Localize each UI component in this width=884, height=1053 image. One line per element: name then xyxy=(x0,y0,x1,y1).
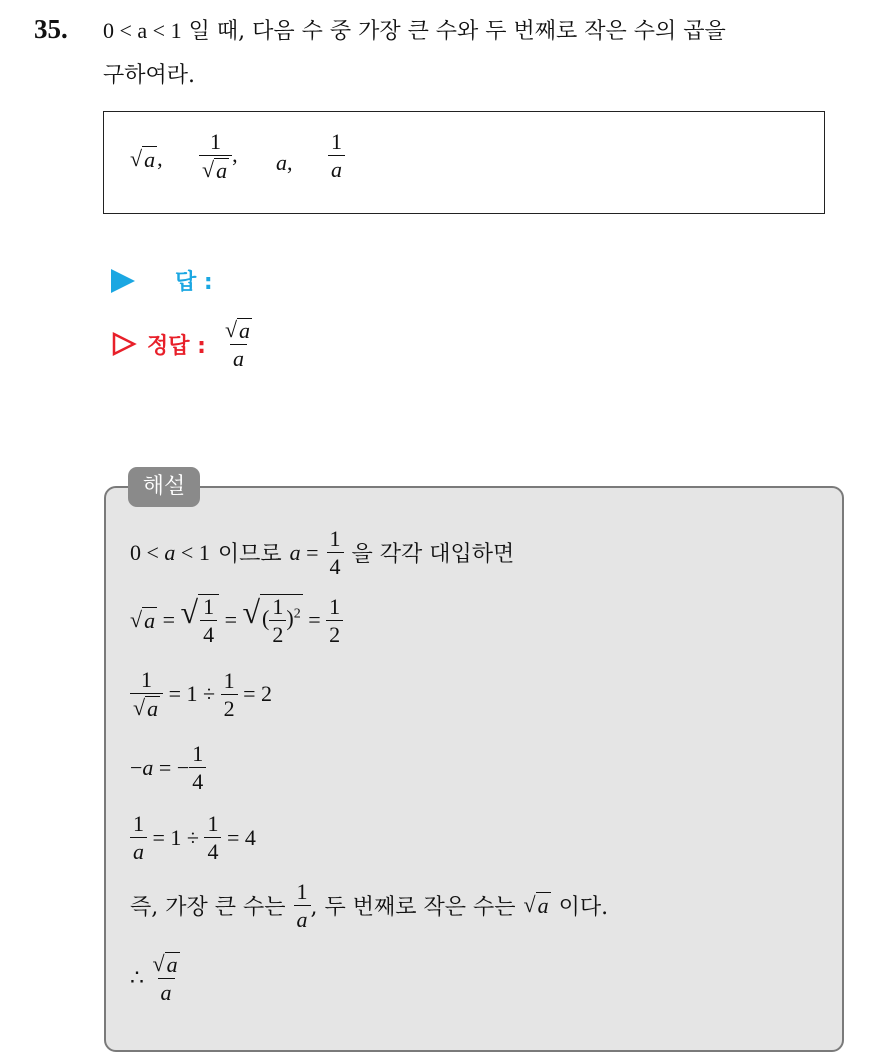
play-arrow-icon xyxy=(111,269,135,293)
answer-label: 답 : xyxy=(175,270,213,295)
question-condition: 0 < a < 1 xyxy=(103,18,182,43)
correct-answer-row xyxy=(111,318,255,370)
solution-line-1-mid: 이므로 xyxy=(217,542,282,568)
solution-line-1: 0 < a < 1 이므로 a = $\frac{1}{4}$ 을 각각 대입하면 xyxy=(130,526,515,580)
solution-line-6-part1: 즉, 가장 큰 수는 xyxy=(130,895,286,921)
question-text-1: 일 때, 다음 수 중 가장 큰 수와 두 번째로 작은 수의 곱을 xyxy=(188,19,726,44)
correct-answer-value: √ a a xyxy=(224,317,251,372)
outline-arrow-icon xyxy=(111,331,147,357)
choice-one-over-sqrt-a: 1 √ a , xyxy=(199,130,238,182)
solution-line-3: 1 √ a = 1 ÷ $\frac{1}{2}$ = 2 xyxy=(130,668,272,720)
correct-answer-label: 정답 : xyxy=(147,333,206,359)
choices-box xyxy=(103,111,825,214)
solution-line-6-part3: 이다. xyxy=(558,895,609,921)
solution-tag: 해설 xyxy=(128,467,200,507)
choice-one-over-a: $\frac{1}{a}$ xyxy=(328,130,345,181)
solution-line-2: √ a = √ $\frac{1}{4}$ = √ ( $\frac{1}{2}$ )$^2$ = $\frac{1}{2}$ xyxy=(130,594,343,646)
solution-line-5: $\frac{1}{a}$ = 1 ÷ $\frac{1}{4}$ = 4 xyxy=(130,812,256,863)
choice-a: a, xyxy=(276,150,293,175)
solution-line-6-part2: , 두 번째로 작은 수는 xyxy=(310,895,516,921)
solution-line-4: −a = − $\frac{1}{4}$ xyxy=(130,742,206,793)
choice-sqrt-a: √ a , xyxy=(130,146,163,172)
question-number: 35. xyxy=(34,14,68,44)
solution-line-7: ∴ √ a a xyxy=(130,951,178,1006)
solution-line-6: 즉, 가장 큰 수는 $\frac{1}{a}$ , 두 번째로 작은 수는 √ a 이다. xyxy=(130,879,609,933)
solution-line-1-text: 을 각각 대입하면 xyxy=(351,542,515,568)
question-line-2: 구하여라. xyxy=(103,63,196,88)
answer-row xyxy=(111,265,213,296)
question-line-1 xyxy=(103,14,726,45)
